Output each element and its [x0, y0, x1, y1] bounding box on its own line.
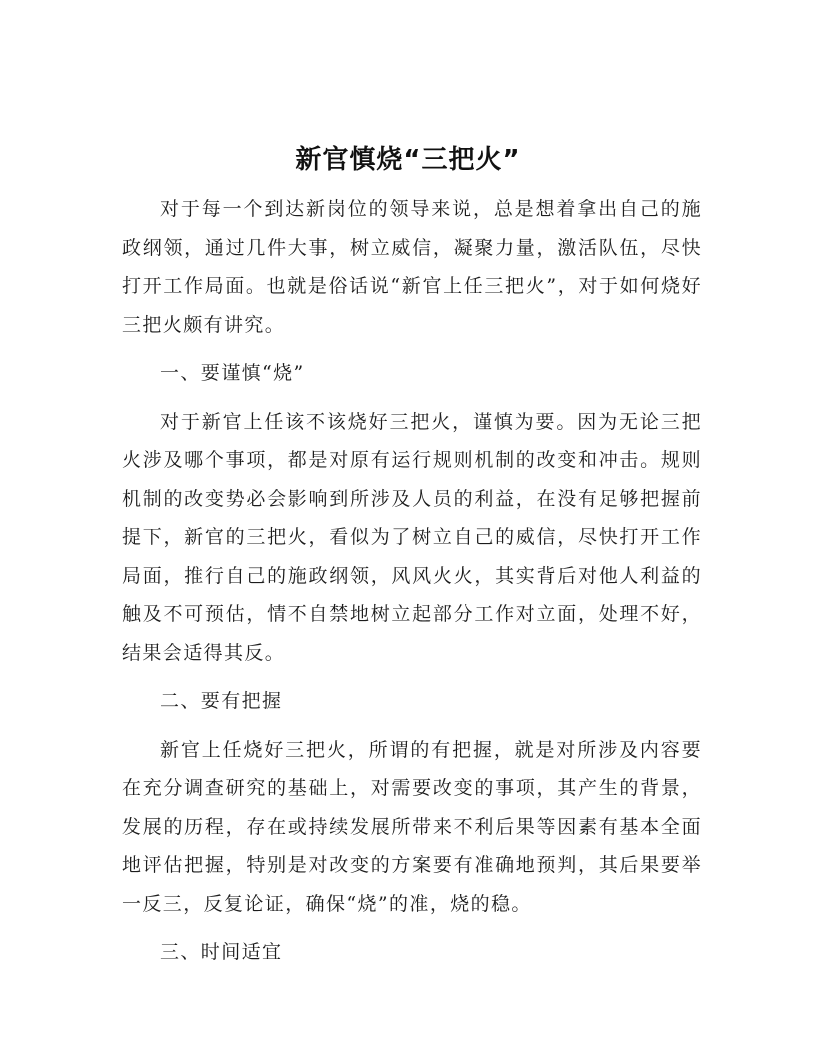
document-title: 新官慎烧“三把火” — [295, 145, 521, 175]
paragraph-section-2: 新官上任烧好三把火，所谓的有把握，就是对所涉及内容要在充分调查研究的基础上，对需要改变的事项，其产生的背景，发展的历程，存在或持续发展所带来不利后果等因素有基本全面地评估把握，特别是对改变的方案要有准确地预判，其后果要举一反三，反复论证，确保“烧”的准，烧的稳。 — [122, 738, 702, 915]
paragraph-intro: 对于每一个到达新岗位的领导来说，总是想着拿出自己的施政纲领，通过几件大事，树立威信，凝聚力量，激活队伍，尽快打开工作局面。也就是俗话说“新官上任三把火”，对于如何烧好三把火颇有讲究。 — [122, 198, 702, 336]
section-heading-2: 二、要有把握 — [160, 690, 283, 712]
section-heading-3: 三、时间适宜 — [160, 941, 283, 963]
document-body — [122, 190, 702, 982]
section-heading-1: 一、要谨慎“烧” — [160, 362, 305, 384]
paragraph-section-1: 对于新官上任该不该烧好三把火，谨慎为要。因为无论三把火涉及哪个事项，都是对原有运行规则机制的改变和冲击。规则机制的改变势必会影响到所涉及人员的利益，在没有足够把握前提下，新官的三把火，看似为了树立自己的威信，尽快打开工作局面，推行自己的施政纲领，风风火火，其实背后对他人利益的触及不可预估，情不自禁地树立起部分工作对立面，处理不好，结果会适得其反。 — [122, 410, 702, 664]
